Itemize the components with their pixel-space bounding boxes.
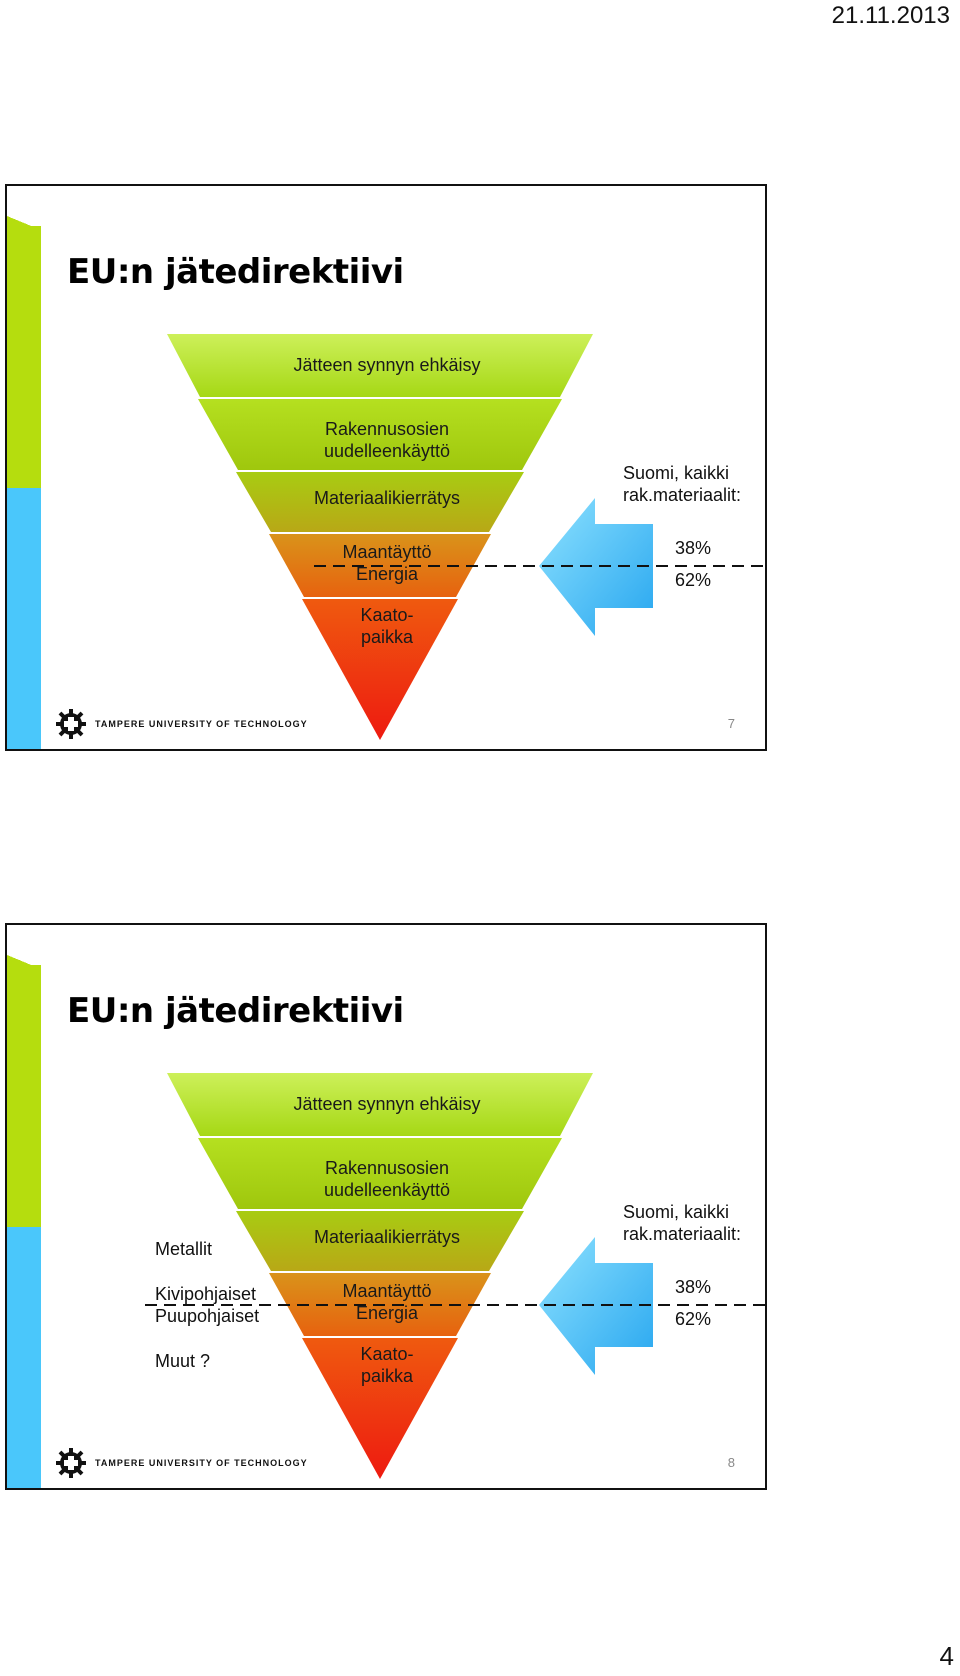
level-reuse-label-1: Rakennusosien xyxy=(324,419,450,439)
gear-logo-icon xyxy=(55,708,87,740)
material-wood: Puupohjaiset xyxy=(155,1306,260,1326)
level-reuse-label-2: uudelleenkäyttö xyxy=(323,441,451,461)
slide-title: EU:n jätedirektiivi xyxy=(67,991,404,1031)
slide-8 xyxy=(5,923,767,1490)
pointing-arrow xyxy=(539,498,653,636)
slide-7 xyxy=(5,184,767,751)
material-metals: Metallit xyxy=(155,1239,213,1259)
level-landfill-label-2: paikka xyxy=(360,627,414,647)
pct-lower: 62% xyxy=(675,570,712,590)
level-recovery-label-2: Energia xyxy=(355,564,419,584)
pointing-arrow xyxy=(539,1237,653,1375)
slide-number: 7 xyxy=(727,716,735,731)
level-prevention-label: Jätteen synnyn ehkäisy xyxy=(293,355,481,375)
level-reuse-label-1: Rakennusosien xyxy=(324,1158,450,1178)
logo-text: TAMPERE UNIVERSITY OF TECHNOLOGY xyxy=(95,719,308,729)
university-logo xyxy=(55,706,308,742)
university-logo xyxy=(55,1445,308,1481)
slide-title: EU:n jätedirektiivi xyxy=(67,252,404,292)
side-note: Suomi, kaikki rak.materiaalit: xyxy=(623,463,742,505)
page-number: 4 xyxy=(939,1641,954,1671)
level-landfill-label-1: Kaato- xyxy=(360,605,414,625)
level-recycling-label: Materiaalikierrätys xyxy=(313,1227,461,1247)
gear-logo-icon xyxy=(55,1447,87,1479)
level-landfill-label-1: Kaato- xyxy=(360,1344,414,1364)
material-other: Muut ? xyxy=(155,1351,211,1371)
pyramid-levels xyxy=(167,1073,593,1479)
level-landfill-label-2: paikka xyxy=(360,1366,414,1386)
material-stone: Kivipohjaiset xyxy=(155,1284,257,1304)
level-recovery-label-1: Maantäyttö xyxy=(342,1281,432,1301)
level-recovery-label-2: Energia xyxy=(355,1303,419,1323)
page-date: 21.11.2013 xyxy=(831,2,950,29)
level-recycling-label: Materiaalikierrätys xyxy=(313,488,461,508)
level-prevention-label: Jätteen synnyn ehkäisy xyxy=(293,1094,481,1114)
pct-upper: 38% xyxy=(675,538,712,558)
slide-number: 8 xyxy=(727,1455,735,1470)
pyramid-levels xyxy=(167,334,593,740)
pct-upper: 38% xyxy=(675,1277,712,1297)
logo-text: TAMPERE UNIVERSITY OF TECHNOLOGY xyxy=(95,1458,308,1468)
side-note: Suomi, kaikki rak.materiaalit: xyxy=(623,1202,742,1244)
level-reuse-label-2: uudelleenkäyttö xyxy=(323,1180,451,1200)
pct-lower: 62% xyxy=(675,1309,712,1329)
level-recovery-label-1: Maantäyttö xyxy=(342,542,432,562)
